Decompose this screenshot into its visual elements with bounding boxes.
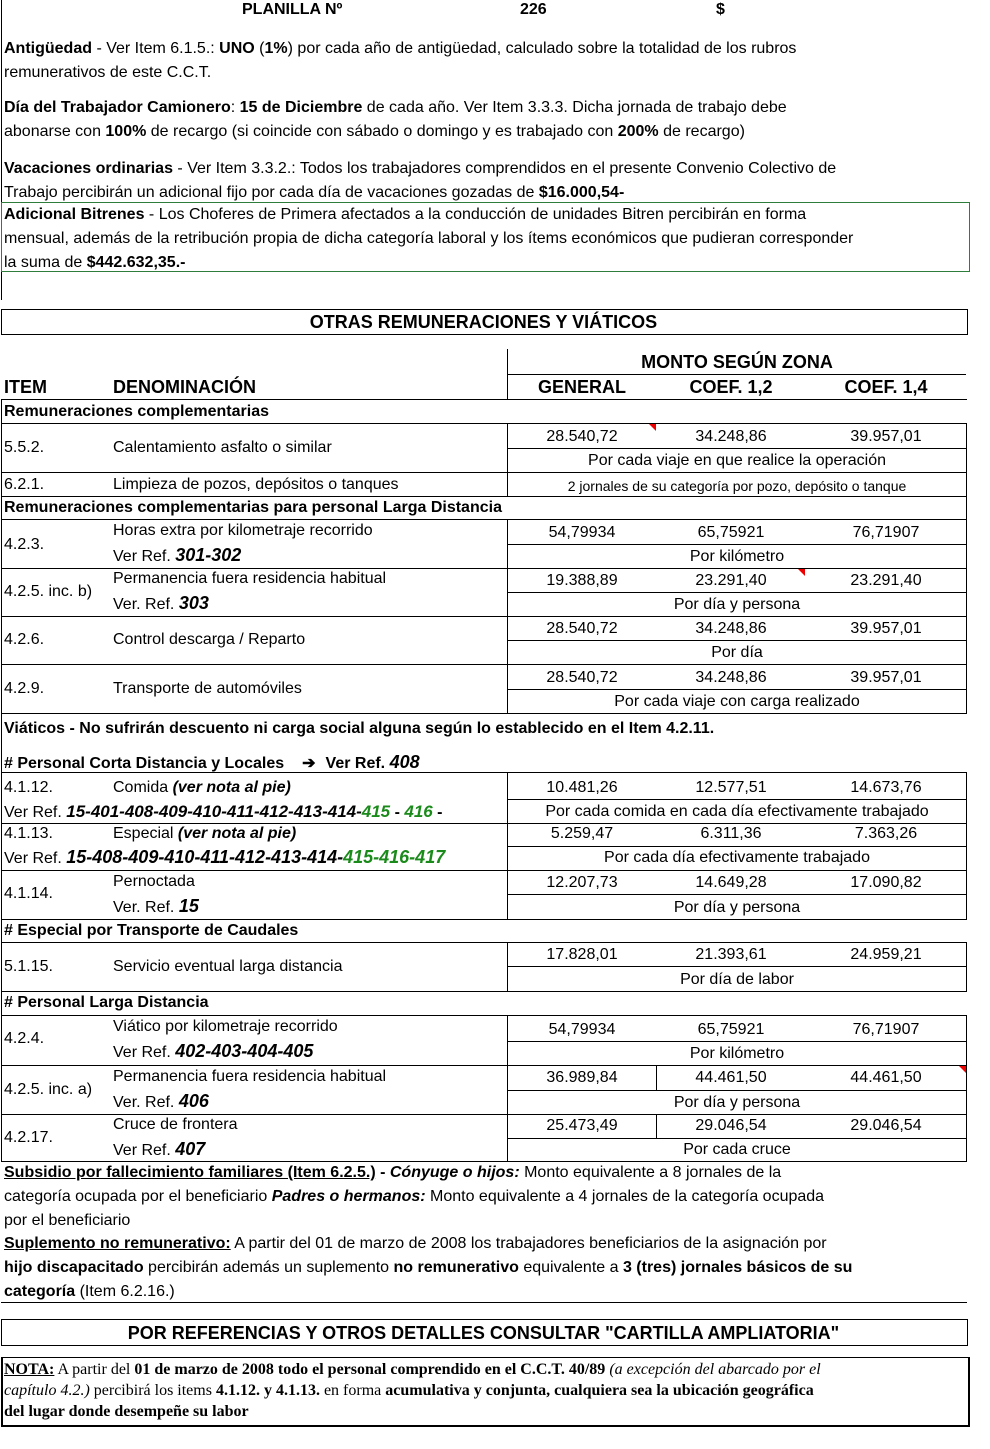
row-line	[1, 919, 967, 920]
value-general: 28.540,72	[546, 428, 618, 445]
text: 200%	[617, 123, 659, 140]
row-line	[1, 772, 967, 773]
value-coef12: 44.461,50	[695, 1069, 767, 1086]
text: capítulo 4.2.)	[4, 1382, 90, 1399]
col-coef12: COEF. 1,2	[689, 377, 773, 397]
divider	[1, 1302, 967, 1303]
row-subline	[508, 544, 967, 545]
value-coef12: 34.248,86	[695, 669, 767, 686]
table-right-border	[966, 423, 967, 713]
item-code: 5.5.2.	[4, 439, 45, 456]
text: 4.1.12. y 4.1.13.	[215, 1382, 320, 1399]
value-general: 25.473,49	[546, 1117, 618, 1134]
ref-green: 416	[404, 802, 433, 821]
col-general: GENERAL	[537, 377, 626, 397]
value-col-border	[507, 519, 508, 713]
row-subline	[508, 846, 967, 847]
text: 15 de Diciembre	[239, 99, 363, 116]
row-line	[1, 519, 967, 520]
value-coef12: 29.046,54	[695, 1117, 767, 1134]
row-line	[1, 991, 967, 992]
text: abonarse con	[4, 123, 106, 140]
text: hijo discapacitado	[4, 1259, 144, 1276]
ref-number: 407	[175, 1139, 206, 1159]
text: Cónyuge o hijos:	[389, 1164, 520, 1181]
ref-label: Ver. Ref.	[113, 899, 179, 916]
text: Especial	[113, 825, 178, 842]
row-subline	[508, 1041, 967, 1042]
item-code: 4.1.13.	[4, 825, 53, 842]
section-larga: # Personal Larga Distancia	[4, 994, 209, 1011]
paragraph-suplemento	[4, 1232, 964, 1304]
item-ref	[113, 545, 241, 566]
item-name: Viático por kilometraje recorrido	[113, 1018, 338, 1035]
text: - Ver Item 3.3.2.: Todos los trabajadores comprendidos en el presente Convenio Colectivo de	[172, 160, 837, 177]
ref-number: 15-401-408-409-410-411-412-413-414-	[66, 802, 362, 821]
item-code: 4.2.6.	[4, 631, 45, 648]
row-note: Por día de labor	[680, 971, 794, 988]
row-note: Por cada cruce	[683, 1141, 791, 1158]
text: Monto equivalente a 4 jornales de la categoría ocupada	[425, 1188, 825, 1205]
ref-number: 408	[389, 752, 420, 772]
ref-label: Ver Ref.	[325, 755, 390, 772]
value-coef14: 29.046,54	[850, 1117, 922, 1134]
item-code: 4.2.5. inc. a)	[4, 1081, 93, 1098]
comment-marker	[649, 424, 656, 431]
text: (	[254, 40, 265, 57]
item-ref	[113, 896, 199, 917]
col-item: ITEM	[4, 377, 47, 397]
text: todo el personal comprendido en el C.C.T. 40/89	[273, 1361, 606, 1378]
value-coef14: 76,71907	[852, 1021, 920, 1038]
text: de recargo (si coincide con sábado o domingo y es trabajado con	[146, 123, 618, 140]
value-coef14: 44.461,50	[850, 1069, 922, 1086]
row-line	[1, 942, 967, 943]
item-code: 5.1.15.	[4, 958, 53, 975]
referencias-text: POR REFERENCIAS Y OTROS DETALLES CONSULTAR "CARTILLA AMPLIATORIA"	[127, 1323, 840, 1343]
item-code: 4.2.17.	[4, 1129, 53, 1146]
item-name: Permanencia fuera residencia habitual	[113, 570, 387, 587]
value-coef14: 39.957,01	[850, 669, 922, 686]
text: $442.632,35.-	[86, 254, 186, 271]
value-col-border	[507, 423, 508, 496]
row-note: Por cada comida en cada día efectivamente trabajado	[545, 803, 929, 820]
text: - Los Choferes de Primera afectados a la conducción de unidades Bitren percibirán en forma	[144, 206, 807, 223]
value-coef12: 6.311,36	[700, 825, 762, 842]
value-general: 28.540,72	[546, 620, 618, 637]
value-coef12: 65,75921	[697, 1021, 765, 1038]
section-viaticos: Viáticos - No sufrirán descuento ni carga social alguna según lo establecido en el Item 4.2.11.	[4, 720, 715, 737]
table-left-border	[1, 399, 2, 1161]
section-caudales: # Especial por Transporte de Caudales	[4, 922, 299, 939]
text: Padres o hermanos:	[271, 1188, 426, 1205]
col-denominacion: DENOMINACIÓN	[113, 377, 256, 397]
row-note: 2 jornales de su categoría por pozo, depósito o tanque	[567, 478, 907, 494]
value-general: 19.388,89	[546, 572, 618, 589]
row-subline	[508, 689, 967, 690]
item-name: Servicio eventual larga distancia	[113, 958, 343, 975]
row-subline	[508, 592, 967, 593]
item-ref	[113, 1091, 209, 1112]
text: -	[390, 804, 405, 821]
text: por el beneficiario	[4, 1212, 131, 1229]
paragraph-subsidio	[4, 1161, 964, 1233]
row-line	[1, 616, 967, 617]
text: 1%	[264, 40, 288, 57]
monto-header: MONTO SEGÚN ZONA	[641, 352, 833, 372]
row-line	[1, 1015, 967, 1016]
value-coef12: 21.393,61	[695, 946, 767, 963]
row-subline	[508, 640, 967, 641]
text: de cada año. Ver Item 3.3.3. Dicha jornada de trabajo debe	[362, 99, 787, 116]
item-ref	[113, 1041, 313, 1062]
value-coef12: 65,75921	[697, 524, 765, 541]
ref-green: 415	[361, 802, 391, 821]
suplemento-title: Suplemento no remunerativo:	[4, 1235, 231, 1252]
ref-label: Ver. Ref.	[113, 1094, 179, 1111]
monto-underline	[508, 374, 966, 375]
item-name: Transporte de automóviles	[113, 680, 302, 697]
row-line	[1, 472, 967, 473]
currency-symbol: $	[716, 1, 725, 18]
text: percibirá los items	[89, 1382, 216, 1399]
text: - Ver Item 6.1.5.:	[92, 40, 220, 57]
text: A partir del	[54, 1361, 135, 1378]
text: 100%	[105, 123, 147, 140]
text: no remunerativo	[393, 1259, 519, 1276]
ref-label: Ver Ref.	[4, 850, 67, 867]
item-name: Horas extra por kilometraje recorrido	[113, 522, 373, 539]
value-general: 54,79934	[548, 524, 616, 541]
ref-number: 406	[178, 1091, 209, 1111]
row-line	[1, 664, 967, 665]
ref-label: Ver Ref.	[113, 1142, 176, 1159]
text: ) por cada año de antigüedad, calculado sobre la totalidad de los rubros	[287, 40, 797, 57]
row-subline	[508, 894, 967, 895]
text: del lugar donde desempeñe su labor	[4, 1403, 249, 1420]
row-line	[1, 823, 967, 824]
text: la suma de	[4, 254, 87, 271]
item-code: 4.2.9.	[4, 680, 45, 697]
section-rem-comp: Remuneraciones complementarias	[4, 403, 269, 420]
row-line	[1, 1114, 967, 1115]
value-col-border	[507, 1015, 508, 1161]
item-code: 4.1.12.	[4, 779, 53, 796]
ref-label: Ver Ref.	[113, 1044, 176, 1061]
item-ref	[4, 847, 445, 868]
row-line	[1, 423, 967, 424]
item-code: 4.2.4.	[4, 1030, 45, 1047]
value-coef14: 76,71907	[852, 524, 920, 541]
item-name: Limpieza de pozos, depósitos o tanques	[113, 476, 399, 493]
item-name: Pernoctada	[113, 873, 195, 890]
value-general: 36.989,84	[546, 1069, 618, 1086]
nota-label: NOTA:	[4, 1361, 55, 1378]
value-col-border	[507, 942, 508, 991]
value-coef12: 12.577,51	[695, 779, 767, 796]
row-subline	[508, 1090, 967, 1091]
row-line	[1, 1065, 967, 1066]
item-code: 4.2.5. inc. b)	[4, 583, 93, 600]
row-note: Por kilómetro	[689, 548, 785, 565]
text: 3 (tres) jornales básicos de su	[622, 1259, 853, 1276]
value-coef14: 39.957,01	[850, 428, 922, 445]
text: en forma	[319, 1382, 386, 1399]
value-general: 12.207,73	[546, 874, 618, 891]
row-line	[1, 713, 967, 714]
value-coef14: 17.090,82	[850, 874, 922, 891]
value-coef14: 39.957,01	[850, 620, 922, 637]
value-col-border	[507, 772, 508, 919]
planilla-label: PLANILLA Nº	[242, 1, 343, 18]
value-general: 5.259,47	[550, 825, 614, 842]
text: remunerativos de este C.C.T.	[4, 64, 212, 81]
text: Trabajo percibirán un adicional fijo por cada día de vacaciones gozadas de	[4, 184, 539, 201]
text: UNO	[219, 40, 255, 57]
arrow-right-icon: ➔	[302, 755, 316, 772]
item-name: Permanencia fuera residencia habitual	[113, 1068, 387, 1085]
ref-number: 15-408-409-410-411-412-413-414-	[66, 847, 344, 867]
text: percibirán además un suplemento	[143, 1259, 394, 1276]
corta-title: # Personal Corta Distancia y Locales	[4, 755, 285, 772]
text: -	[432, 804, 443, 821]
value-general: 54,79934	[548, 1021, 616, 1038]
row-line	[1, 496, 967, 497]
row-note: Por día y persona	[673, 899, 801, 916]
row-note: Por kilómetro	[689, 1045, 785, 1062]
text: -	[375, 1164, 390, 1181]
paragraph-bitrenes	[4, 203, 964, 275]
value-coef12: 14.649,28	[695, 874, 767, 891]
item-code: 4.1.14.	[4, 885, 53, 902]
section-corta	[4, 752, 420, 773]
value-coef12: 34.248,86	[695, 428, 767, 445]
table-right-border	[966, 772, 967, 919]
text: (ver nota al pie)	[172, 779, 291, 796]
ref-number: 303	[178, 593, 209, 613]
value-general: 28.540,72	[546, 669, 618, 686]
item-name	[113, 779, 291, 797]
header-bottom-line	[1, 399, 967, 400]
row-subline	[508, 448, 967, 449]
item-ref	[113, 593, 209, 614]
item-name: Cruce de frontera	[113, 1116, 238, 1133]
text: equivalente a	[518, 1259, 623, 1276]
ref-number: 301-302	[175, 545, 242, 565]
row-note: Por día	[711, 644, 763, 661]
bitrenes-title: Adicional Bitrenes	[4, 206, 145, 223]
row-note: Por cada día efectivamente trabajado	[604, 849, 870, 866]
text: A partir del 01 de marzo de 2008 los trabajadores beneficiarios de la asignación por	[230, 1235, 827, 1252]
row-note: Por día y persona	[673, 596, 801, 613]
text: acumulativa y conjunta, cualquiera sea la ubicación geográfica	[385, 1382, 814, 1399]
row-note: Por cada viaje en que realice la operación	[588, 452, 886, 469]
row-subline	[508, 966, 967, 967]
ref-label: Ver Ref.	[4, 804, 67, 821]
dia-trabajador-title: Día del Trabajador Camionero	[4, 99, 231, 116]
text: (ver nota al pie)	[177, 825, 297, 842]
planilla-number: 226	[520, 1, 547, 18]
value-coef14: 23.291,40	[850, 572, 922, 589]
value-coef12: 23.291,40	[695, 572, 767, 589]
value-coef14: 24.959,21	[850, 946, 922, 963]
value-coef14: 7.363,26	[854, 825, 918, 842]
item-ref	[4, 802, 443, 822]
section-rem-comp-ld: Remuneraciones complementarias para personal Larga Distancia	[4, 499, 502, 516]
table-right-border	[966, 942, 967, 991]
item-name	[113, 825, 296, 843]
text: (a excepción del abarcado por el	[605, 1361, 821, 1378]
ref-label: Ver. Ref.	[113, 596, 179, 613]
paragraph-dia-trabajador	[4, 96, 964, 144]
paragraph-antiguedad	[4, 37, 964, 85]
paragraph-nota	[4, 1359, 964, 1422]
row-subline	[508, 799, 967, 800]
value-general: 17.828,01	[546, 946, 618, 963]
ref-number: 15	[178, 896, 199, 916]
row-note: Por cada viaje con carga realizado	[614, 693, 860, 710]
value-general: 10.481,26	[546, 779, 618, 796]
row-note: Por día y persona	[673, 1094, 801, 1111]
subsidio-title: Subsidio por fallecimiento familiares (Item 6.2.5.)	[4, 1164, 376, 1181]
text: Monto equivalente a 8 jornales de la	[519, 1164, 782, 1181]
ref-number: 402-403-404-405	[175, 1041, 314, 1061]
text: categoría	[4, 1283, 76, 1300]
text: (Item 6.2.16.)	[75, 1283, 175, 1300]
item-ref	[113, 1139, 205, 1160]
row-line	[1, 568, 967, 569]
item-code: 4.2.3.	[4, 536, 45, 553]
row-line	[1, 870, 967, 871]
paragraph-vacaciones	[4, 157, 964, 205]
text: Comida	[113, 779, 173, 796]
value-coef12: 34.248,86	[695, 620, 767, 637]
table-right-border	[966, 1015, 967, 1161]
text: 01 de marzo de 2008	[134, 1361, 274, 1378]
text: de recargo)	[658, 123, 745, 140]
text: $16.000,54-	[538, 184, 625, 201]
ref-label: Ver Ref.	[113, 548, 176, 565]
value-coef14: 14.673,76	[850, 779, 922, 796]
text: mensual, además de la retribución propia de dicha categoría laboral y los ítems económicos que pudieran corresponder	[4, 230, 854, 247]
text: categoría ocupada por el beneficiario	[4, 1188, 272, 1205]
comment-marker	[798, 569, 805, 576]
antiguedad-title: Antigüedad	[4, 40, 92, 57]
item-name: Control descarga / Reparto	[113, 631, 306, 648]
row-subline	[508, 1138, 967, 1139]
col-coef14: COEF. 1,4	[844, 377, 928, 397]
item-code: 6.2.1.	[4, 476, 45, 493]
item-name: Calentamiento asfalto o similar	[113, 439, 332, 456]
vacaciones-title: Vacaciones ordinarias	[4, 160, 173, 177]
table-title: OTRAS REMUNERACIONES Y VIÁTICOS	[309, 312, 658, 332]
text: :	[230, 99, 240, 116]
comment-marker	[959, 1066, 966, 1073]
ref-green: 415-416-417	[343, 847, 446, 867]
